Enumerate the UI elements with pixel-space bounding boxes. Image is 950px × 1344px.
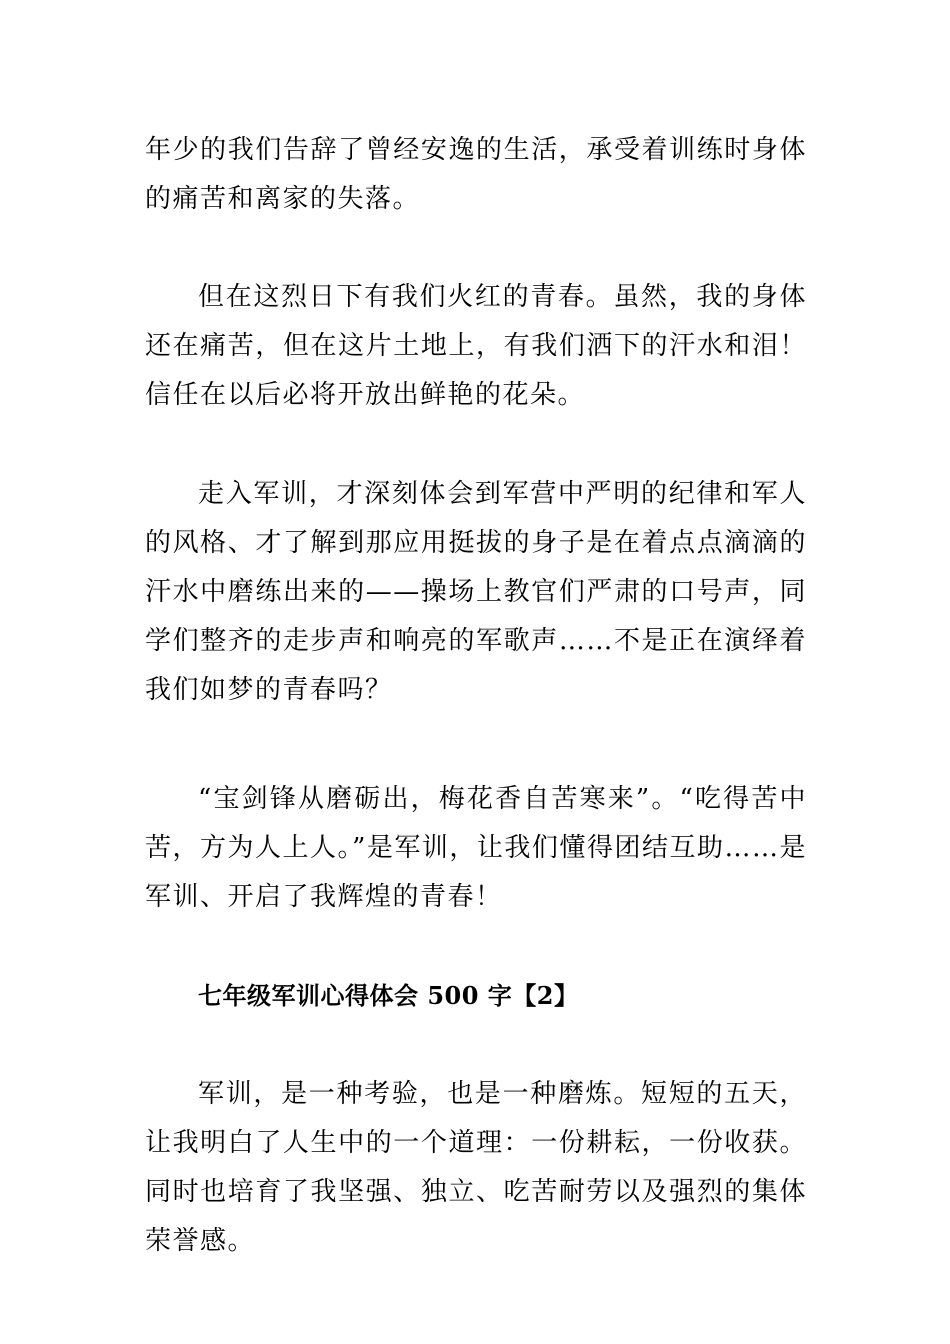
paragraph-continuation: 年少的我们告辞了曾经安逸的生活，承受着训练时身体的痛苦和离家的失落。 xyxy=(145,135,807,214)
section-heading: 七年级军训心得体会 500 字【2】 xyxy=(198,981,579,1010)
paragraph-quote: “宝剑锋从磨砺出，梅花香自苦寒来”。“吃得苦中苦，方为人上人。”是军训，让我们懂得团结互助……是军训、开启了我辉煌的青春！ xyxy=(145,784,807,912)
paragraph-military-discipline: 走入军训，才深刻体会到军营中严明的纪律和军人的风格、才了解到那应用挺拔的身子是在着点点滴滴的汗水中磨练出来的——操场上教官们严肃的口号声，同学们整齐的走步声和响亮的军歌声……不是正在演绎着我们如梦的青春吗？ xyxy=(145,479,807,705)
paragraph-training-test: 军训，是一种考验，也是一种磨炼。短短的五天，让我明白了人生中的一个道理：一份耕耘，一份收获。同时也培育了我坚强、独立、吃苦耐劳以及强烈的集体荣誉感。 xyxy=(145,1079,807,1256)
paragraph-youth: 但在这烈日下有我们火红的青春。虽然，我的身体还在痛苦，但在这片土地上，有我们洒下的汗水和泪！信任在以后必将开放出鲜艳的花朵。 xyxy=(145,282,807,410)
